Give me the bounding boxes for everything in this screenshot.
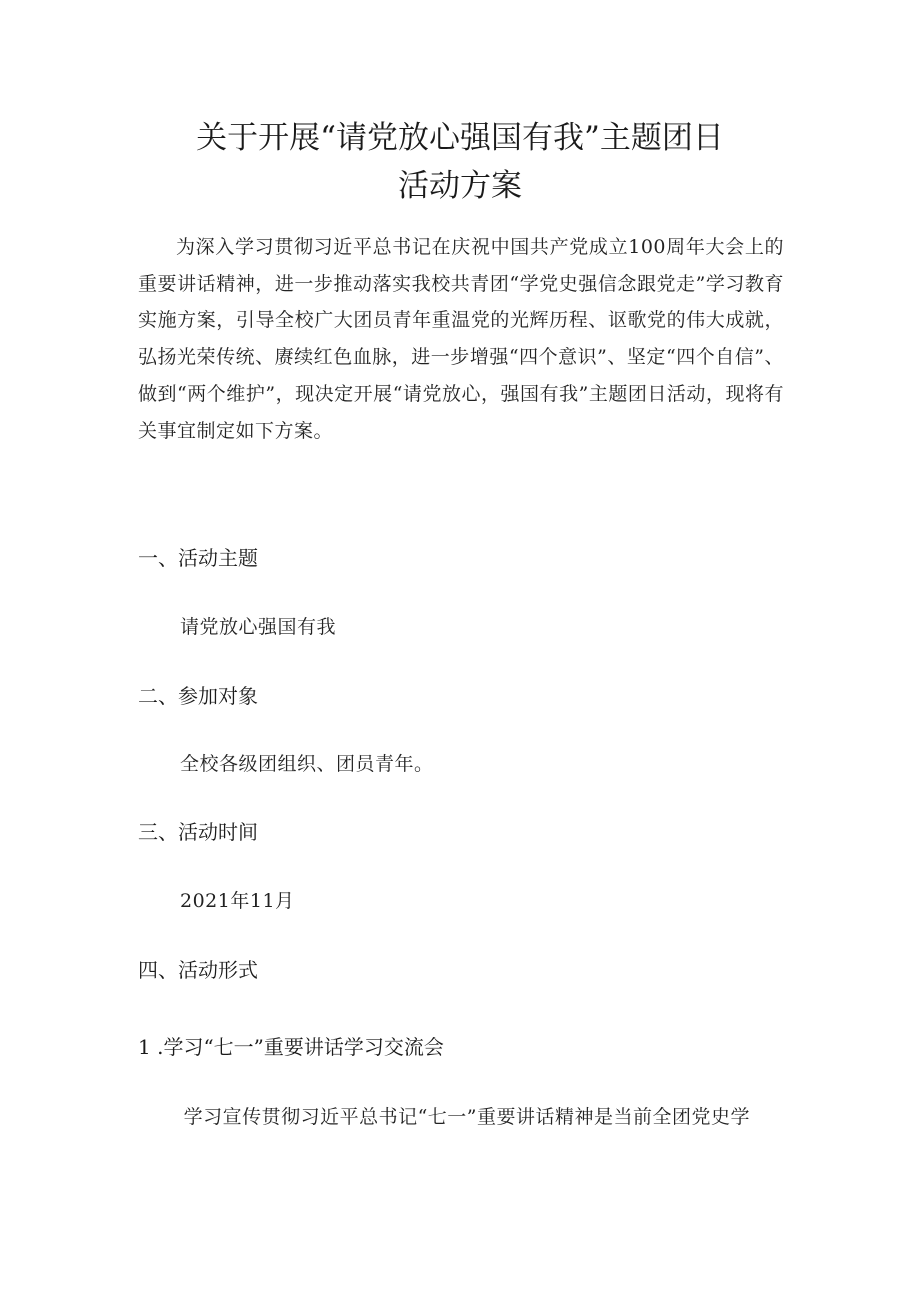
document-title-line-2: 活动方案 <box>398 168 522 204</box>
section-heading-form: 四、活动形式 <box>138 958 258 982</box>
section-heading-theme: 一、活动主题 <box>138 546 258 570</box>
section-content-time: 2021年11月 <box>180 890 295 912</box>
subsection-heading-1: 1 .学习“七一”重要讲话学习交流会 <box>138 1035 444 1059</box>
section-content-theme: 请党放心强国有我 <box>180 616 337 638</box>
section-content-participants: 全校各级团组织、团员青年。 <box>180 753 434 775</box>
section-heading-time: 三、活动时间 <box>138 820 258 844</box>
intro-paragraph: 为深入学习贯彻习近平总书记在庆祝中国共产党成立100周年大会上的重要讲话精神，进一步推动落实我校共青团“学党史强信念跟党走”学习教育实施方案，引导全校广大团员青年重温党的光辉历程、讴歌党的伟大成就，弘扬光荣传统、赓续红色血脉，进一步增强“四个意识”、坚定“四个自信”、做到“两个维护”，现决定开展“请党放心，强国有我”主题团日活动，现将有关事宜制定如下方案。 <box>138 236 784 442</box>
document-title-line-1: 关于开展“请党放心强国有我”主题团日 <box>196 120 724 156</box>
subsection-1-paragraph: 学习宣传贯彻习近平总书记“七一”重要讲话精神是当前全团党史学 <box>183 1106 751 1128</box>
section-heading-participants: 二、参加对象 <box>138 684 258 708</box>
